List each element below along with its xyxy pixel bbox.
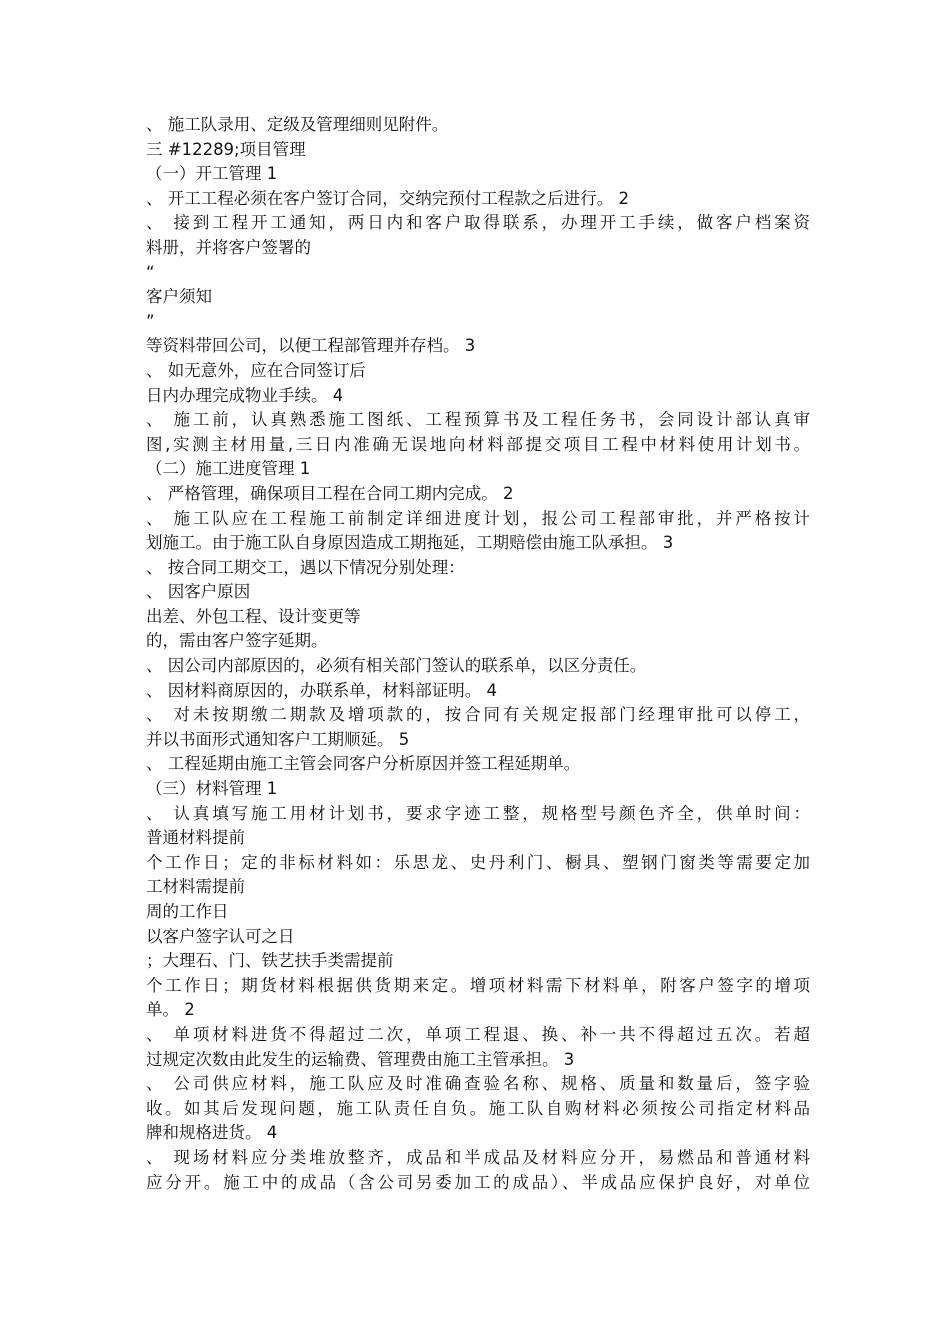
document-line: 、 现场材料应分类堆放整齐，成品和半成品及材料应分开，易燃品和普通材料: [146, 1147, 810, 1167]
document-line: 个工作日；定的非标材料如：乐思龙、史丹利门、橱具、塑钢门窗类等需要定加: [146, 852, 810, 872]
document-line: 、 接到工程开工通知，两日内和客户取得联系，办理开工手续，做客户档案资: [146, 213, 810, 233]
document-line: 、 认真填写施工用材计划书，要求字迹工整，规格型号颜色齐全，供单时间：: [146, 803, 810, 823]
document-line: 以客户签字认可之日: [146, 926, 295, 946]
document-line: 、 因客户原因: [146, 582, 251, 602]
document-line: 收。如其后发现问题，施工队责任自负。施工队自购材料必须按公司指定材料品: [146, 1098, 810, 1118]
document-line: ；大理石、门、铁艺扶手类需提前: [146, 951, 394, 971]
document-line: 单。 2: [146, 1000, 195, 1020]
document-line: 、 施工队应在工程施工前制定详细进度计划，报公司工程部审批，并严格按计: [146, 508, 810, 528]
document-line: 工材料需提前: [146, 877, 245, 897]
document-body: [146, 113, 810, 1195]
document-line: 日内办理完成物业手续。 4: [146, 385, 344, 405]
document-line: 应分开。施工中的成品（含公司另委加工的成品）、半成品应保护良好，对单位: [146, 1172, 810, 1192]
document-line: 普通材料提前: [146, 828, 245, 848]
document-line: 料册，并将客户签署的: [146, 237, 311, 257]
document-line: （二）施工进度管理 1: [146, 459, 311, 479]
document-line: 过规定次数由此发生的运输费、管理费由施工主管承担。 3: [146, 1049, 575, 1069]
document-line: 、 单项材料进货不得超过二次，单项工程退、换、补一共不得超过五次。若超: [146, 1024, 810, 1044]
document-line: 牌和规格进货。 4: [146, 1123, 278, 1143]
document-line: 、 如无意外，应在合同签订后: [146, 360, 366, 380]
document-line: 图,实测主材用量,三日内准确无误地向材料部提交项目工程中材料使用计划书。: [146, 434, 810, 454]
document-line: 、 公司供应材料，施工队应及时准确查验名称、规格、质量和数量后，签字验: [146, 1074, 810, 1094]
document-line: 的，需由客户签字延期。: [146, 631, 328, 651]
document-line: （一）开工管理 1: [146, 164, 278, 184]
document-line: 客户须知: [146, 287, 212, 307]
document-line: 、 因公司内部原因的，必须有相关部门签认的联系单，以区分责任。: [146, 656, 647, 676]
document-line: 划施工。由于施工队自身原因造成工期拖延，工期赔偿由施工队承担。 3: [146, 533, 674, 553]
document-line: 个工作日；期货材料根据供货期来定。增项材料需下材料单，附客户签字的增项: [146, 975, 810, 995]
document-line: 、 严格管理，确保项目工程在合同工期内完成。 2: [146, 483, 514, 503]
document-line: 、 开工工程必须在客户签订合同，交纳完预付工程款之后进行。 2: [146, 188, 629, 208]
document-line: 、 工程延期由施工主管会同客户分析原因并签工程延期单。: [146, 754, 581, 774]
document-line: 三 #12289;项目管理: [146, 139, 306, 159]
document-line: 、 对未按期缴二期款及增项款的，按合同有关规定报部门经理审批可以停工，: [146, 705, 810, 725]
document-line: （三）材料管理 1: [146, 779, 278, 799]
document-line: 、 因材料商原因的，办联系单，材料部证明。 4: [146, 680, 497, 700]
document-line: 、 按合同工期交工，遇以下情况分别处理：: [146, 557, 465, 577]
document-line: 周的工作日: [146, 902, 229, 921]
document-line: 、 施工前，认真熟悉施工图纸、工程预算书及工程任务书，会同设计部认真审: [146, 410, 810, 430]
document-line: 、 施工队录用、定级及管理细则见附件。: [146, 115, 449, 134]
document-line: ”: [146, 311, 155, 331]
document-line: 并以书面形式通知客户工期顺延。 5: [146, 729, 410, 749]
document-line: “: [146, 262, 155, 282]
document-line: 出差、外包工程、设计变更等: [146, 606, 361, 626]
document-line: 等资料带回公司，以便工程部管理并存档。 3: [146, 336, 476, 356]
